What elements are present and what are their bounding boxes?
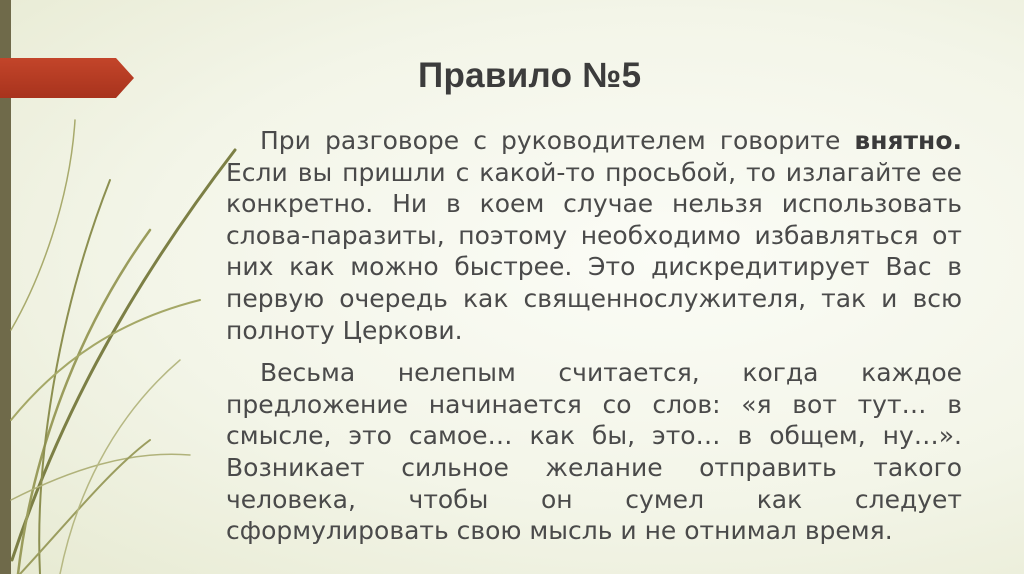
paragraph-1-rest: Если вы пришли с какой-то просьбой, то излагайте ее конкретно. Ни в коем случае нельзя использовать слова-паразиты, поэтому необходимо избавляться от них как можно быстрее. Это дискредитирует Вас в первую очередь как священнослужителя, так и всю полноту Церкови.	[226, 157, 962, 345]
slide-body	[226, 125, 962, 558]
slide-title: Правило №5	[418, 56, 642, 95]
title-accent-arrow	[0, 58, 134, 98]
paragraph-1-lead: При разговоре с руководителем говорите	[260, 126, 855, 155]
paragraph-1-emphasis: внятно.	[854, 126, 962, 155]
paragraph-1	[226, 125, 962, 346]
paragraph-2: Весьма нелепым считается, когда каждое предложение начинается со слов: «я вот тут… в смысле, это самое… как бы, это… в общем, ну…». Возникает сильное желание отправить такого человека, чтобы он сумел как следует сформулировать свою мысль и не отнимал время.	[226, 358, 962, 546]
